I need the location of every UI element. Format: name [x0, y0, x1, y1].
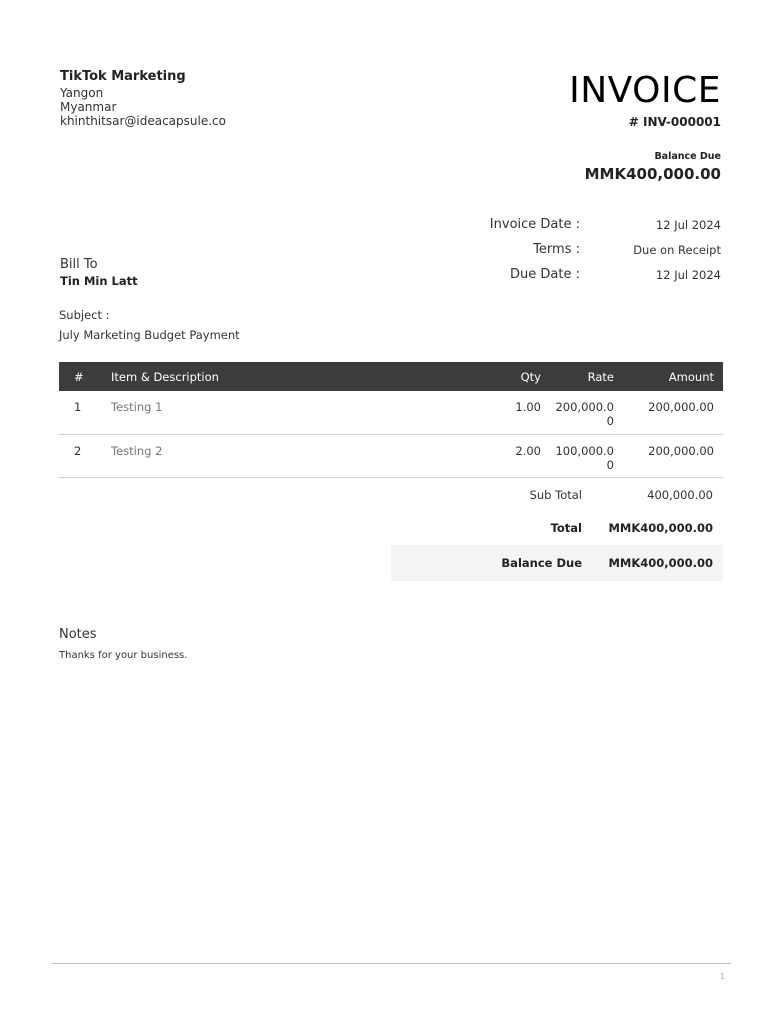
page-number: 1 [720, 972, 726, 981]
sub-total-label: Sub Total [529, 488, 582, 502]
row-amount: 200,000.00 [648, 444, 714, 458]
invoice-date-value: 12 Jul 2024 [655, 218, 721, 232]
header-amount: Amount [668, 370, 714, 384]
header-qty: Qty [520, 370, 541, 384]
balance-due-amount: MMK400,000.00 [584, 165, 721, 183]
subject-text: July Marketing Budget Payment [59, 328, 240, 342]
row-num: 1 [74, 400, 82, 414]
row-item: Testing 1 [111, 400, 163, 414]
balance-due-total-label: Balance Due [501, 556, 582, 570]
bill-to-label: Bill To [60, 257, 98, 272]
terms-value: Due on Receipt [633, 243, 721, 257]
table-row [59, 391, 723, 435]
notes-text: Thanks for your business. [59, 650, 188, 661]
items-table-header [59, 362, 723, 391]
footer-divider [52, 963, 731, 964]
company-name: TikTok Marketing [60, 69, 186, 84]
invoice-number: # INV-000001 [628, 115, 721, 129]
company-email: khinthitsar@ideacapsule.co [60, 114, 226, 128]
due-date-label: Due Date : [510, 267, 580, 282]
row-amount: 200,000.00 [648, 400, 714, 414]
balance-due-label: Balance Due [654, 151, 721, 162]
header-rate: Rate [587, 370, 614, 384]
row-qty: 1.00 [515, 400, 541, 414]
due-date-value: 12 Jul 2024 [655, 268, 721, 282]
invoice-title: INVOICE [569, 70, 721, 111]
row-item: Testing 2 [111, 444, 163, 458]
header-num: # [74, 370, 84, 384]
terms-label: Terms : [533, 242, 580, 257]
table-row [59, 435, 723, 478]
balance-due-total-value: MMK400,000.00 [608, 556, 713, 570]
row-num: 2 [74, 444, 82, 458]
header-item: Item & Description [111, 370, 219, 384]
subject-label: Subject : [59, 308, 110, 322]
row-rate: 200,000.00 [555, 400, 614, 428]
company-country: Myanmar [60, 100, 117, 114]
total-value: MMK400,000.00 [608, 521, 713, 535]
sub-total-value: 400,000.00 [647, 488, 713, 502]
notes-label: Notes [59, 627, 97, 642]
row-rate: 100,000.00 [555, 444, 614, 472]
invoice-date-label: Invoice Date : [489, 217, 580, 232]
row-qty: 2.00 [515, 444, 541, 458]
bill-to-name: Tin Min Latt [60, 274, 138, 288]
company-city: Yangon [60, 86, 104, 100]
total-label: Total [550, 521, 582, 535]
